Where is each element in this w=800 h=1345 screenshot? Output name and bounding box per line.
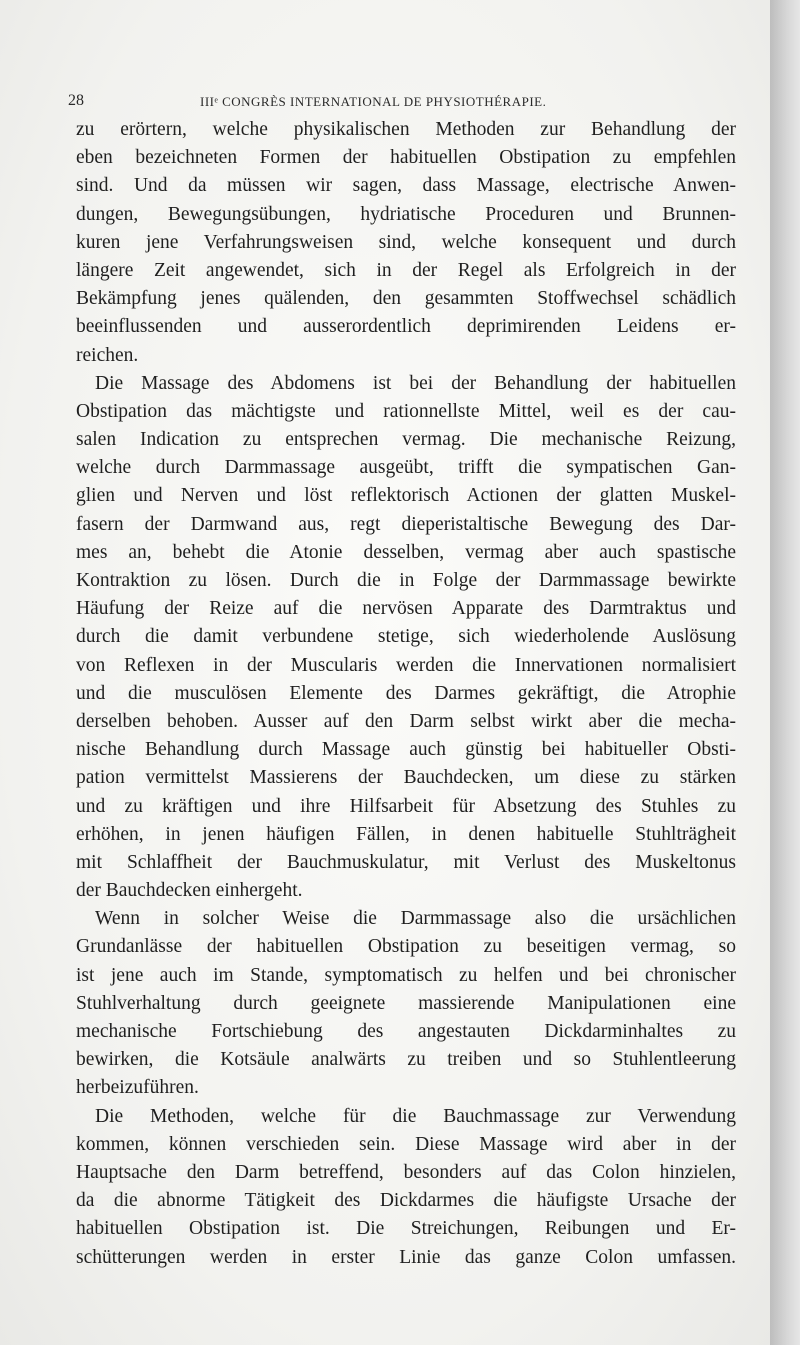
text-line: glien und Nerven und löst reflektorisch Actionen der glatten Muskel- — [76, 485, 736, 507]
page-number: 28 — [68, 92, 84, 109]
text-line: pation vermittelst Massierens der Bauchdecken, um diese zu stärken — [76, 767, 736, 789]
text-line: Stuhlverhaltung durch geeignete massierende Manipulationen eine — [76, 992, 736, 1014]
text-line: Obstipation das mächtigste und rationnellste Mittel, weil es der cau- — [76, 400, 736, 422]
text-line: derselben behoben. Ausser auf den Darm selbst wirkt aber die mecha- — [76, 710, 736, 732]
text-line: Grundanlässe der habituellen Obstipation zu beseitigen vermag, so — [76, 936, 736, 958]
text-line: Bekämpfung jenes quälenden, den gesammten Stoffwechsel schädlich — [76, 288, 736, 310]
text-line: sind. Und da müssen wir sagen, dass Massage, electrische Anwen- — [76, 175, 736, 197]
text-line: Die Massage des Abdomens ist bei der Behandlung der habituellen — [95, 372, 736, 394]
page-gutter — [770, 0, 800, 1345]
text-line: der Bauchdecken einhergeht. — [76, 880, 303, 902]
text-line: welche durch Darmmassage ausgeübt, trifft die sympatischen Gan- — [76, 457, 736, 479]
text-line: herbeizuführen. — [76, 1077, 199, 1099]
text-line: längere Zeit angewendet, sich in der Regel als Erfolgreich in der — [76, 259, 736, 281]
text-line: fasern der Darmwand aus, regt dieperistaltische Bewegung des Dar- — [76, 513, 736, 535]
text-line: reichen. — [76, 344, 139, 366]
text-line: erhöhen, in jenen häufigen Fällen, in denen habituelle Stuhlträgheit — [76, 823, 736, 845]
running-title: IIIᵉ CONGRÈS INTERNATIONAL DE PHYSIOTHÉRAPIE. — [200, 94, 547, 109]
text-line: nische Behandlung durch Massage auch günstig bei habitueller Obsti- — [76, 739, 736, 761]
text-line: salen Indication zu entsprechen vermag. Die mechanische Reizung, — [76, 429, 736, 451]
text-line: ist jene auch im Stande, symptomatisch zu helfen und bei chronischer — [76, 964, 736, 986]
text-line: Kontraktion zu lösen. Durch die in Folge der Darmmassage bewirkte — [76, 570, 736, 591]
text-line: mes an, behebt die Atonie desselben, vermag aber auch spastische — [76, 541, 736, 563]
text-line: bewirken, die Kotsäule analwärts zu treiben und so Stuhlentleerung — [76, 1049, 736, 1071]
text-line: durch die damit verbundene stetige, sich wiederholende Auslösung — [76, 626, 736, 648]
running-header — [68, 90, 748, 112]
text-line: zu erörtern, welche physikalischen Methoden zur Behandlung der — [76, 119, 736, 140]
text-line: habituellen Obstipation ist. Die Streichungen, Reibungen und Er- — [76, 1218, 736, 1240]
text-line: da die abnorme Tätigkeit des Dickdarmes die häufigste Ursache der — [76, 1190, 736, 1212]
text-line: schütterungen werden in erster Linie das ganze Colon umfassen. — [76, 1246, 736, 1268]
text-line: beeinflussenden und ausserordentlich deprimirenden Leidens er- — [76, 316, 736, 338]
text-line: kommen, können verschieden sein. Diese Massage wird aber in der — [76, 1133, 736, 1155]
text-line: und die musculösen Elemente des Darmes gekräftigt, die Atrophie — [76, 682, 736, 704]
text-line: dungen, Bewegungsübungen, hydriatische Proceduren und Brunnen- — [76, 203, 736, 225]
body-text — [76, 116, 736, 1272]
text-line: von Reflexen in der Muscularis werden die Innervationen normalisiert — [76, 654, 736, 676]
text-line: kuren jene Verfahrungsweisen sind, welche konsequent und durch — [76, 231, 736, 253]
text-line: Wenn in solcher Weise die Darmmassage also die ursächlichen — [95, 908, 736, 930]
text-line: mechanische Fortschiebung des angestauten Dickdarminhaltes zu — [76, 1021, 736, 1042]
text-line: Hauptsache den Darm betreffend, besonders auf das Colon hinzielen, — [76, 1161, 736, 1183]
text-line: und zu kräftigen und ihre Hilfsarbeit für Absetzung des Stuhles zu — [76, 795, 736, 817]
text-line: eben bezeichneten Formen der habituellen Obstipation zu empfehlen — [76, 147, 736, 169]
text-line: Häufung der Reize auf die nervösen Apparate des Darmtraktus und — [76, 598, 736, 620]
text-line: mit Schlaffheit der Bauchmuskulatur, mit Verlust des Muskeltonus — [76, 851, 736, 873]
text-line: Die Methoden, welche für die Bauchmassage zur Verwendung — [95, 1105, 736, 1127]
